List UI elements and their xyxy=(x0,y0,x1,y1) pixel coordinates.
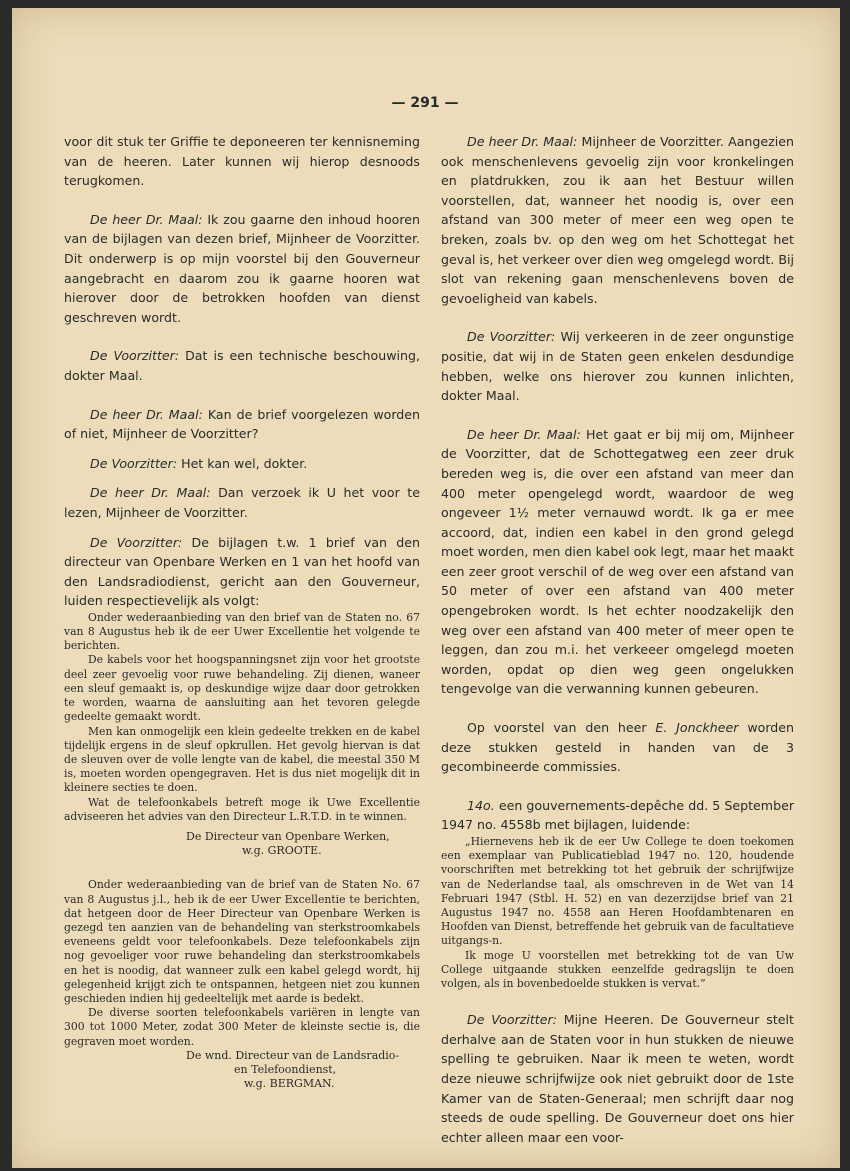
speaker: De heer Dr. Maal: xyxy=(90,485,211,501)
text: worden deze stukken gesteld in handen van de 3 gecombineerde commissies. xyxy=(441,720,794,775)
letter-paragraph: De diverse soorten telefoonkabels variëren in lengte van 300 tot 1000 Meter, zodat 300 Meter de kleinste sectie is, die gegraven moet worden. xyxy=(64,1006,420,1048)
quote-paragraph: Ik moge U voorstellen met betrekking tot de van Uw College uitgaande stukken eenzelfde gedragslijn te doen volgen, als in bovenbedoelde stukken is vervat.” xyxy=(441,948,794,991)
signature-name: w.g. GROOTE. xyxy=(242,844,322,858)
letter-paragraph: Men kan onmogelijk een klein gedeelte trekken en de kabel tijdelijk ergens in de sleuf opkrullen. Het gevolg hiervan is dat de sleuven over de volle lengte van de kabel, die meestal 350 M is, moeten worden opengegraven. Het is dus niet mogelijk dit in kleinere secties te doen. xyxy=(64,724,420,795)
paragraph xyxy=(64,483,420,522)
letter-paragraph: Onder wederaanbieding van de brief van de Staten No. 67 van 8 Augustus j.l., heb ik de eer Uwer Excellentie te berichten, dat hetgeen door de Heer Directeur van Openbare Werken is gezegd ten aanzien van de behandeling van sterkstroomkabels eveneens geldt voor telefoonkabels. Deze telefoonkabels zijn nog gevoeliger voor ruwe behandeling dan sterkstroomkabels en het is noodig, dat wanneer zulk een kabel gelegd wordt, hij gelegenheid krijgt zich te ontspannen, hetgeen niet zou kunnen geschieden indien hij gedeeltelijk met aarde is bedekt. xyxy=(64,878,420,1005)
person-name: E. Jonckheer xyxy=(655,720,739,736)
speaker: De Voorzitter: xyxy=(90,455,178,471)
item-number: 14o. xyxy=(467,797,495,813)
speech: Mijnheer de Voorzitter. Aangezien ook menschenlevens gevoelig zijn voor kronkelingen en platdrukken, zou ik aan het Bestuur willen voorstellen, dat, wanneer het noodig is, over een afstand van 300 meter of meer een weg open te breken, zoals bv. op den weg om het Schottegat het geval is, het verkeer over dien weg omgelegd wordt. Bij slot van rekening gaan menschenlevens boven de gevoeligheid van kabels. xyxy=(441,134,794,306)
signature-name: w.g. BERGMAN. xyxy=(244,1077,335,1091)
speech: Het gaat er bij mij om, Mijnheer de Voorzitter, dat de Schottegatweg een zeer druk bereden weg is, die over een afstand van meer dan 400 meter opengelegd wordt, waardoor de weg ongeveer 1½ meter vernauwd wordt. Ik ga er mee accoord, dat, indien een kabel in den grond gelegd moet worden, men dien kabel ook legt, maar het maakt een zeer groot verschil of de weg over een afstand van 50 meter of over een afstand van 400 meter opengebroken wordt. Is het echter noodzakelijk den weg over een afstand van 400 meter of meer open te leggen, dan zou m.i. het verkeeer omgelegd moeten worden, opdat op dien weg geen ongelukken tengevolge van die verwanning kunnen gebeuren. xyxy=(441,426,794,697)
speaker: De heer Dr. Maal: xyxy=(90,211,203,227)
signature-title: De wnd. Directeur van de Landsradio- xyxy=(186,1048,400,1062)
speaker: De Voorzitter: xyxy=(90,534,183,550)
letter-paragraph: Wat de telefoonkabels betreft moge ik Uwe Excellentie adviseeren het advies van den Directeur L.R.T.D. in te winnen. xyxy=(64,795,420,823)
paragraph xyxy=(441,327,794,405)
speaker: De Voorzitter: xyxy=(467,329,556,345)
speech: Kan de brief voorgelezen worden of niet, Mijnheer de Voorzitter? xyxy=(64,406,420,442)
speaker: De Voorzitter: xyxy=(90,348,180,364)
paragraph xyxy=(64,454,420,474)
paragraph xyxy=(64,533,420,611)
speech: Het kan wel, dokter. xyxy=(181,455,308,471)
paragraph xyxy=(64,210,420,328)
speaker: De heer Dr. Maal: xyxy=(467,134,578,149)
speech: Ik zou gaarne den inhoud hooren van de bijlagen van dezen brief, Mijnheer de Voorzitter. Dit onderwerp is op mijn voorstel bij den Gouverneur aangebracht en daarom zou ik gaarne hooren wat hierover door de betrokken hoofden van dienst geschreven wordt. xyxy=(64,211,420,325)
speech: De bijlagen t.w. 1 brief van den directeur van Openbare Werken en 1 van het hoofd van den Landsradiodienst, gericht aan den Gouverneur, luiden respectievelijk als volgt: xyxy=(64,534,420,609)
letter-paragraph: De kabels voor het hoogspanningsnet zijn voor het grootste deel zeer gevoelig voor ruwe behandeling. Zij dienen, waneer een sleuf gemaakt is, op deskundige wijze daar door getrokken te worden, waarna de aansluiting aan het tevoren gelegde gedeelte gemaakt wordt. xyxy=(64,653,420,724)
page-number: — 291 — xyxy=(391,95,459,111)
signature-title: De Directeur van Openbare Werken, xyxy=(186,829,390,843)
paragraph xyxy=(441,132,794,308)
speaker: De heer Dr. Maal: xyxy=(90,406,203,422)
right-column xyxy=(441,132,794,1147)
signature-title: en Telefoondienst, xyxy=(234,1062,337,1076)
paragraph xyxy=(64,346,420,385)
speech: Dat is een technische beschouwing, dokter Maal. xyxy=(64,348,420,383)
paragraph xyxy=(441,718,794,777)
paragraph xyxy=(441,1010,794,1147)
speech: Mijne Heeren. De Gouverneur stelt derhalve aan de Staten voor in hun stukken de nieuwe spelling te gebruiken. Naar ik meen te weten, wordt deze nieuwe schrijfwijze ook niet gebruikt door de 1ste Kamer van de Staten-Generaal; men schrijft daar nog steeds de oude spelling. De Gouverneur doet ons hier echter alleen maar een voor- xyxy=(441,1012,794,1145)
speaker: De Voorzitter: xyxy=(467,1012,557,1028)
speech: Wij verkeeren in de zeer ongunstige positie, dat wij in de Staten geen enkelen desdundige hebben, welke ons hierover zou kunnen inlichten, dokter Maal. xyxy=(441,329,794,404)
paragraph xyxy=(64,405,420,444)
text: Op voorstel van den heer xyxy=(467,720,647,736)
paragraph: voor dit stuk ter Griffie te deponeeren ter kennisneming van de heeren. Later kunnen wij hierop desnoods terugkomen. xyxy=(64,134,420,189)
left-column xyxy=(64,132,420,1091)
speech: Dan verzoek ik U het voor te lezen, Mijnheer de Voorzitter. xyxy=(64,485,420,520)
speaker: De heer Dr. Maal: xyxy=(467,426,581,442)
quote-paragraph: „Hiernevens heb ik de eer Uw College te doen toekomen een exemplaar van Publicatieblad 1947 no. 120, houdende voorschriften met betrekking tot het gebruik der schrijfwijze van de Nederlandse taal, als omschreven in de Wet van 14 Februari 1947 (Stbl. H. 52) en van dezerzijdse brief van 21 Augustus 1947 no. 4558 aan Heren Hoofdambtenaren en Hoofden van Dienst, betreffende het gebruik van de facultatieve uitgangs-n. xyxy=(441,835,795,948)
paragraph xyxy=(441,796,794,835)
text: een gouvernements-depêche dd. 5 September 1947 no. 4558b met bijlagen, luidende: xyxy=(441,797,794,833)
letter-paragraph: Onder wederaanbieding van den brief van de Staten no. 67 van 8 Augustus heb ik de eer Uwer Excellentie het volgende te berichten. xyxy=(64,610,420,653)
paragraph xyxy=(441,425,794,699)
